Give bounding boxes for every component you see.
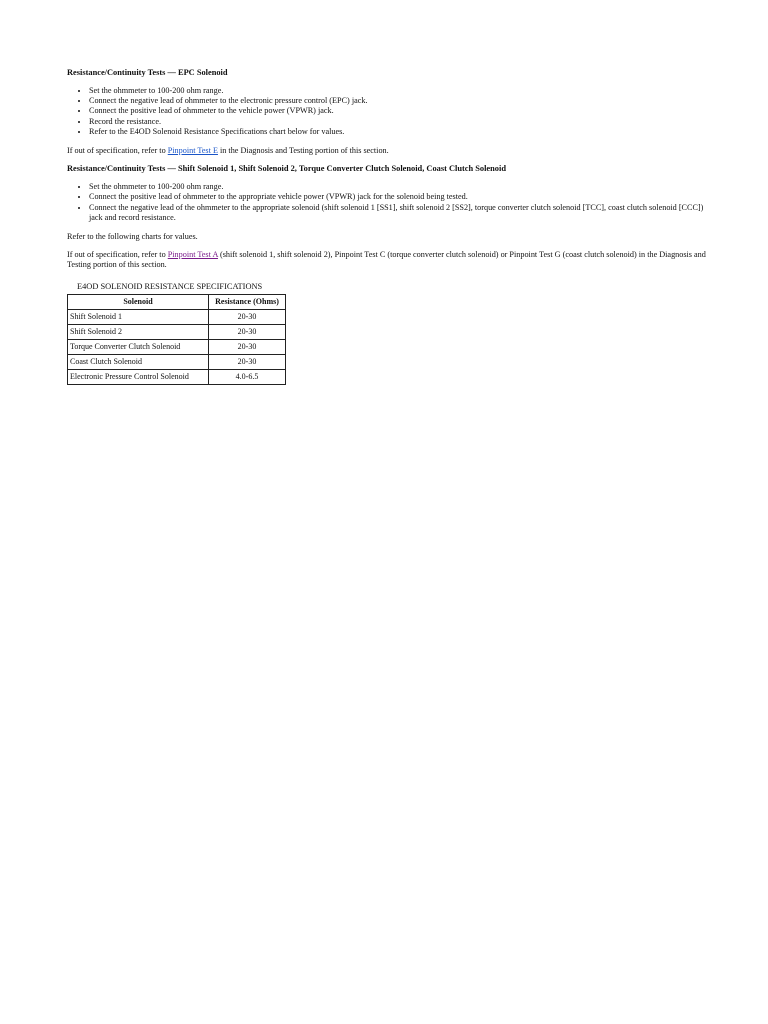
list-item: • Refer to the E4OD Solenoid Resistance Specifications chart below for values.	[89, 127, 707, 137]
pinpoint-test-a-link[interactable]: Pinpoint Test A	[167, 250, 218, 260]
list-item: • Record the resistance.	[89, 117, 707, 127]
epc-section-heading: Resistance/Continuity Tests — EPC Solenoid	[67, 68, 228, 77]
solenoid-name-cell: Shift Solenoid 1	[68, 309, 209, 324]
list-item: • Connect the positive lead of ohmmeter to the vehicle power (VPWR) jack.	[89, 106, 707, 116]
list-item: • Set the ohmmeter to 100-200 ohm range.	[89, 86, 707, 96]
note-text-before: If out of specification, refer to	[67, 250, 168, 260]
resistance-column-header: Resistance (Ohms)	[209, 294, 286, 309]
solenoids-out-of-spec-note	[67, 250, 707, 270]
solenoids-steps-list	[67, 182, 707, 223]
spec-table	[67, 294, 286, 385]
epc-steps-list	[67, 86, 707, 137]
note-text-after: in the Diagnosis and Testing portion of this section.	[217, 146, 389, 156]
resistance-value-cell: 20-30	[209, 339, 286, 354]
pinpoint-test-e-link[interactable]: Pinpoint Test E	[167, 146, 218, 156]
table-row	[68, 324, 286, 339]
table-row	[68, 354, 286, 369]
resistance-value-cell: 4.0-6.5	[209, 369, 286, 384]
note-text-before: If out of specification, refer to	[67, 146, 168, 156]
solenoid-name-cell: Electronic Pressure Control Solenoid	[68, 369, 209, 384]
resistance-value-cell: 20-30	[209, 309, 286, 324]
document-page	[0, 0, 707, 385]
spec-table-caption: E4OD SOLENOID RESISTANCE SPECIFICATIONS	[77, 281, 263, 291]
table-row	[68, 369, 286, 384]
resistance-value-cell: 20-30	[209, 324, 286, 339]
list-item: • Connect the positive lead of ohmmeter to the appropriate vehicle power (VPWR) jack for the solenoid being tested.	[89, 192, 707, 202]
epc-out-of-spec-note	[67, 146, 707, 156]
table-row	[68, 339, 286, 354]
table-row	[68, 309, 286, 324]
table-header-row	[68, 294, 286, 309]
resistance-value-cell: 20-30	[209, 354, 286, 369]
solenoid-name-cell: Coast Clutch Solenoid	[68, 354, 209, 369]
solenoid-name-cell: Torque Converter Clutch Solenoid	[68, 339, 209, 354]
list-item: • Set the ohmmeter to 100-200 ohm range.	[89, 182, 707, 192]
solenoids-section-heading: Resistance/Continuity Tests — Shift Solenoid 1, Shift Solenoid 2, Torque Converter Clutch Solenoid, Coast Clutch Solenoid	[67, 164, 506, 174]
solenoid-name-cell: Shift Solenoid 2	[68, 324, 209, 339]
list-item: • Connect the negative lead of the ohmmeter to the appropriate solenoid (shift solenoid 1 [SS1], shift solenoid 2 [SS2], torque converter clutch solenoid [TCC], coast clutch solenoid [CCC]) jack and record resistance.	[89, 203, 707, 223]
refer-charts-text: Refer to the following charts for values.	[67, 232, 198, 242]
note-text-after: (shift solenoid 1, shift solenoid 2), Pinpoint Test C (torque converter clutch solenoid) or Pinpoint Test G (coast clutch solenoid) in the Diagnosis and Testing portion of this section.	[67, 250, 706, 270]
solenoid-column-header: Solenoid	[68, 294, 209, 309]
list-item: • Connect the negative lead of ohmmeter to the electronic pressure control (EPC) jack.	[89, 96, 707, 106]
